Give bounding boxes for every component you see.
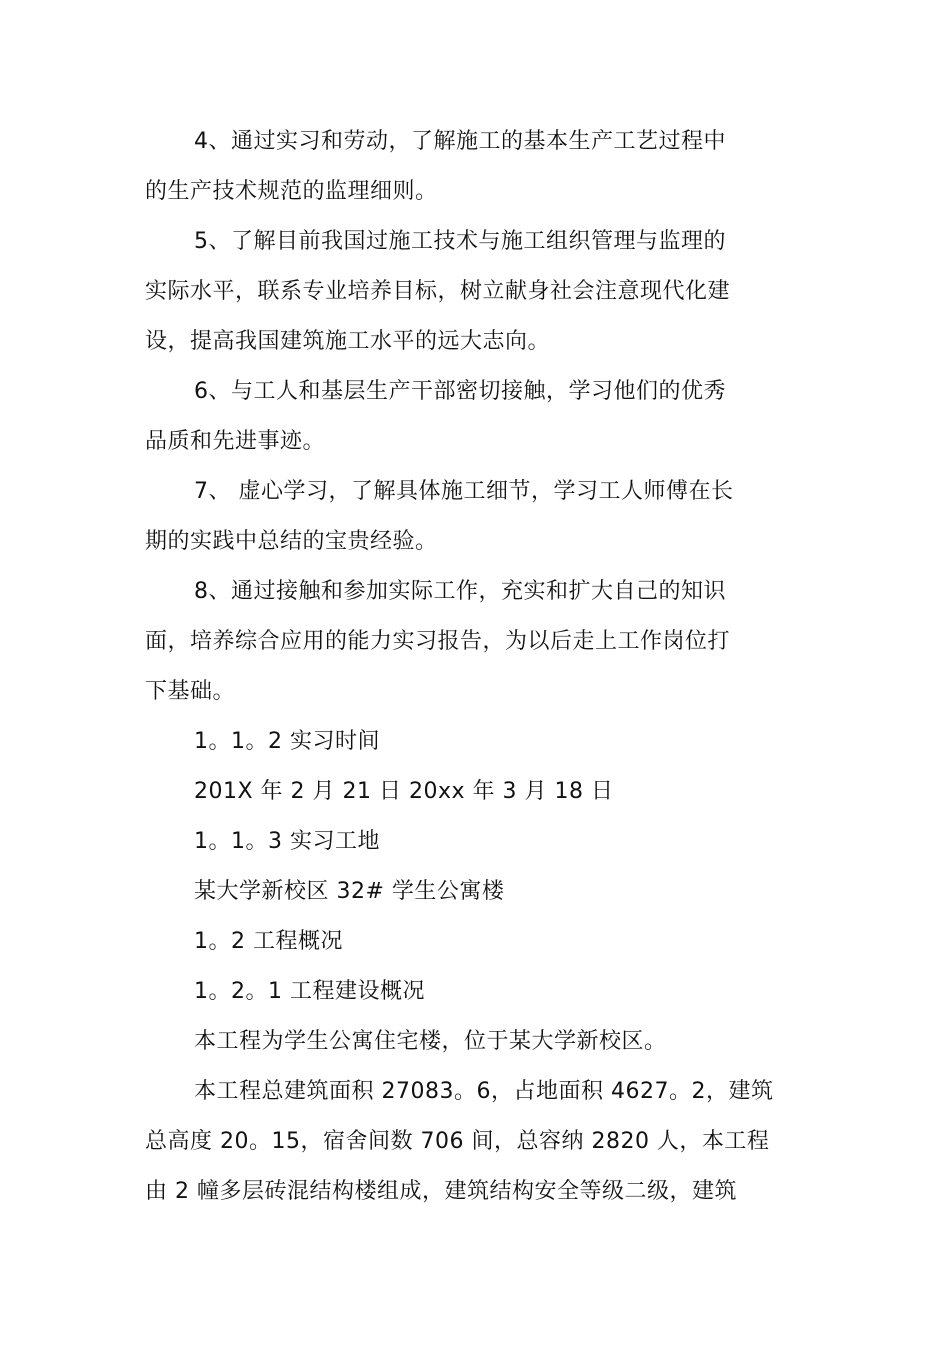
section-heading: 1。2。1 工程建设概况 [194,979,425,1004]
text-line: 下基础。 [145,679,236,704]
text-line: 201X 年 2 月 21 日 20xx 年 3 月 18 日 [194,779,614,804]
section-heading: 1。1。3 实习工地 [194,829,380,854]
text-line: 总高度 20。15，宿舍间数 706 间，总容纳 2820 人，本工程 [145,1129,770,1154]
text-line: 面，培养综合应用的能力实习报告，为以后走上工作岗位打 [145,629,731,654]
text-line: 品质和先进事迹。 [145,429,326,454]
text-line: 5、了解目前我国过施工技术与施工组织管理与监理的 [194,229,726,254]
text-line: 设，提高我国建筑施工水平的远大志向。 [145,329,551,354]
text-line: 实际水平，联系专业培养目标，树立献身社会注意现代化建 [145,279,731,304]
text-line: 某大学新校区 32# 学生公寓楼 [194,879,505,904]
text-line: 本工程总建筑面积 27083。6，占地面积 4627。2，建筑 [194,1079,774,1104]
text-line: 由 2 幢多层砖混结构楼组成，建筑结构安全等级二级，建筑 [145,1179,737,1204]
text-line: 的生产技术规范的监理细则。 [145,179,438,204]
section-heading: 1。2 工程概况 [194,929,343,954]
text-line: 期的实践中总结的宝贵经验。 [145,529,438,554]
text-line: 4、通过实习和劳动，了解施工的基本生产工艺过程中 [194,129,726,154]
text-line: 8、通过接触和参加实际工作，充实和扩大自己的知识 [194,579,726,604]
text-line: 本工程为学生公寓住宅楼，位于某大学新校区。 [194,1029,667,1054]
text-line: 6、与工人和基层生产干部密切接触，学习他们的优秀 [194,379,726,404]
text-line: 7、 虚心学习，了解具体施工细节，学习工人师傅在长 [194,479,734,504]
section-heading: 1。1。2 实习时间 [194,729,380,754]
